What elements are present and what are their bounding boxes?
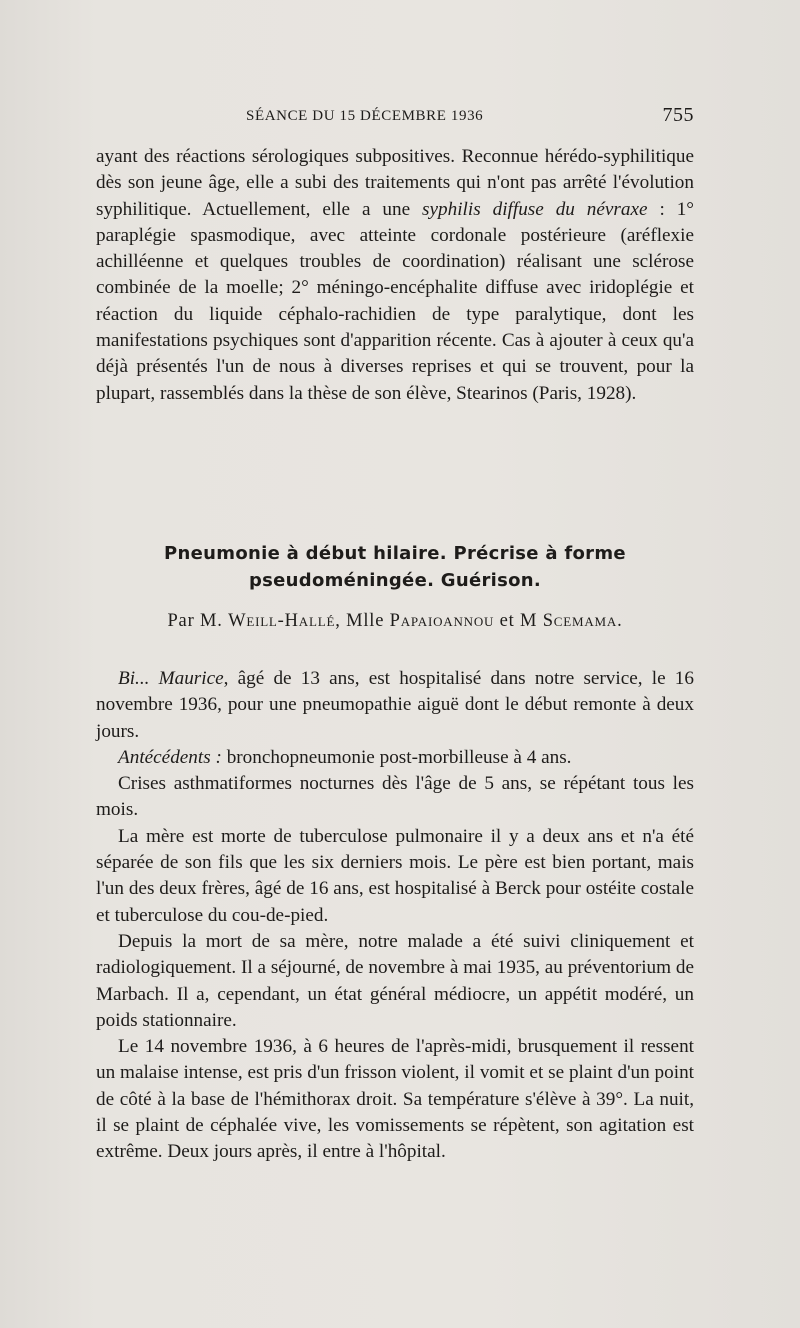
patient-name: Bi... Maurice: [118, 668, 224, 689]
intro-text-part2: : 1° paraplégie spasmodique, avec atteinte cordonale postérieure (aréflexie achilléenne et quelques troubles de coordination) réalisant une sclérose combinée de la moelle; 2° méningo-encéphalite diffuse avec iridoplégie et réaction du liquide céphalo-rachidien de type paralytique, dont les manifestations psychiques sont d'apparition récente. Cas à ajouter à ceux qu'a déjà présentés l'un de nous à diverses reprises et qui se trouvent, pour la plupart, rassemblés dans la thèse de son élève, Stearinos (Paris, 1928).: [96, 198, 694, 404]
case-paragraph-1: [96, 666, 694, 745]
case-paragraph-1-text: , âgé de 13 ans, est hospitalisé dans notre service, le 16 novembre 1936, pour une pneumopathie aiguë dont le début remonte à deux jours.: [96, 668, 694, 742]
case-report: [96, 666, 694, 1166]
article-title: [96, 540, 694, 594]
page-number: 755: [662, 104, 694, 126]
intro-paragraph: [96, 144, 694, 407]
intro-text-part1: ayant des réactions sérologiques subpositives. Reconnue hérédo-syphilitique dès son jeune âge, elle a subi des traitements qui n'ont pas arrêté l'évolution syphilitique. Actuellement, elle a une: [96, 146, 694, 220]
running-header: [246, 104, 694, 134]
authors-prefix: Par M.: [167, 611, 229, 631]
case-paragraph-2: [96, 745, 694, 771]
authors-separator-1: , Mlle: [335, 611, 390, 631]
authors-separator-2: et M: [494, 611, 543, 631]
case-paragraph-4: La mère est morte de tuberculose pulmonaire il y a deux ans et n'a été séparée de son fils que les six derniers mois. Le père est bien portant, mais l'un des deux frères, âgé de 16 ans, est hospitalisé à Berck pour ostéite costale et tuberculose du cou-de-pied.: [96, 825, 694, 926]
case-paragraph-2-text: bronchopneumonie post-morbilleuse à 4 ans.: [221, 746, 572, 768]
intro-italic-term: syphilis diffuse du névraxe: [422, 198, 648, 220]
case-paragraph-6: Le 14 novembre 1936, à 6 heures de l'après-midi, brusquement il ressent un malaise intense, est pris d'un frisson violent, il vomit et se plaint d'un point de côté à la base de l'hémithorax droit. Sa température s'élève à 39°. La nuit, il se plaint de céphalée vive, les vomissements se répètent, son agitation est extrême. Deux jours après, il entre à l'hôpital.: [96, 1036, 694, 1163]
case-paragraph-5: Depuis la mort de sa mère, notre malade a été suivi cliniquement et radiologiquement. Il a séjourné, de novembre à mai 1935, au préventorium de Marbach. Il a, cependant, un état général médiocre, un appétit modéré, un poids stationnaire.: [96, 930, 694, 1031]
article-title-line2: pseudoméningée. Guérison.: [248, 570, 542, 591]
author-papaioannou: Papaioannou: [389, 611, 495, 631]
author-scemama: Scemama: [542, 611, 618, 631]
running-title: SÉANCE DU 15 DÉCEMBRE 1936: [246, 108, 484, 124]
authors-suffix: .: [617, 611, 623, 631]
article-authors: [96, 611, 694, 632]
author-weill-halle: Weill-Hallé: [228, 611, 336, 631]
article-title-line1: Pneumonie à début hilaire. Précrise à forme: [164, 543, 626, 564]
antecedents-label: Antécédents :: [118, 746, 222, 768]
case-paragraph-3: Crises asthmatiformes nocturnes dès l'âge de 5 ans, se répétant tous les mois.: [96, 773, 694, 821]
